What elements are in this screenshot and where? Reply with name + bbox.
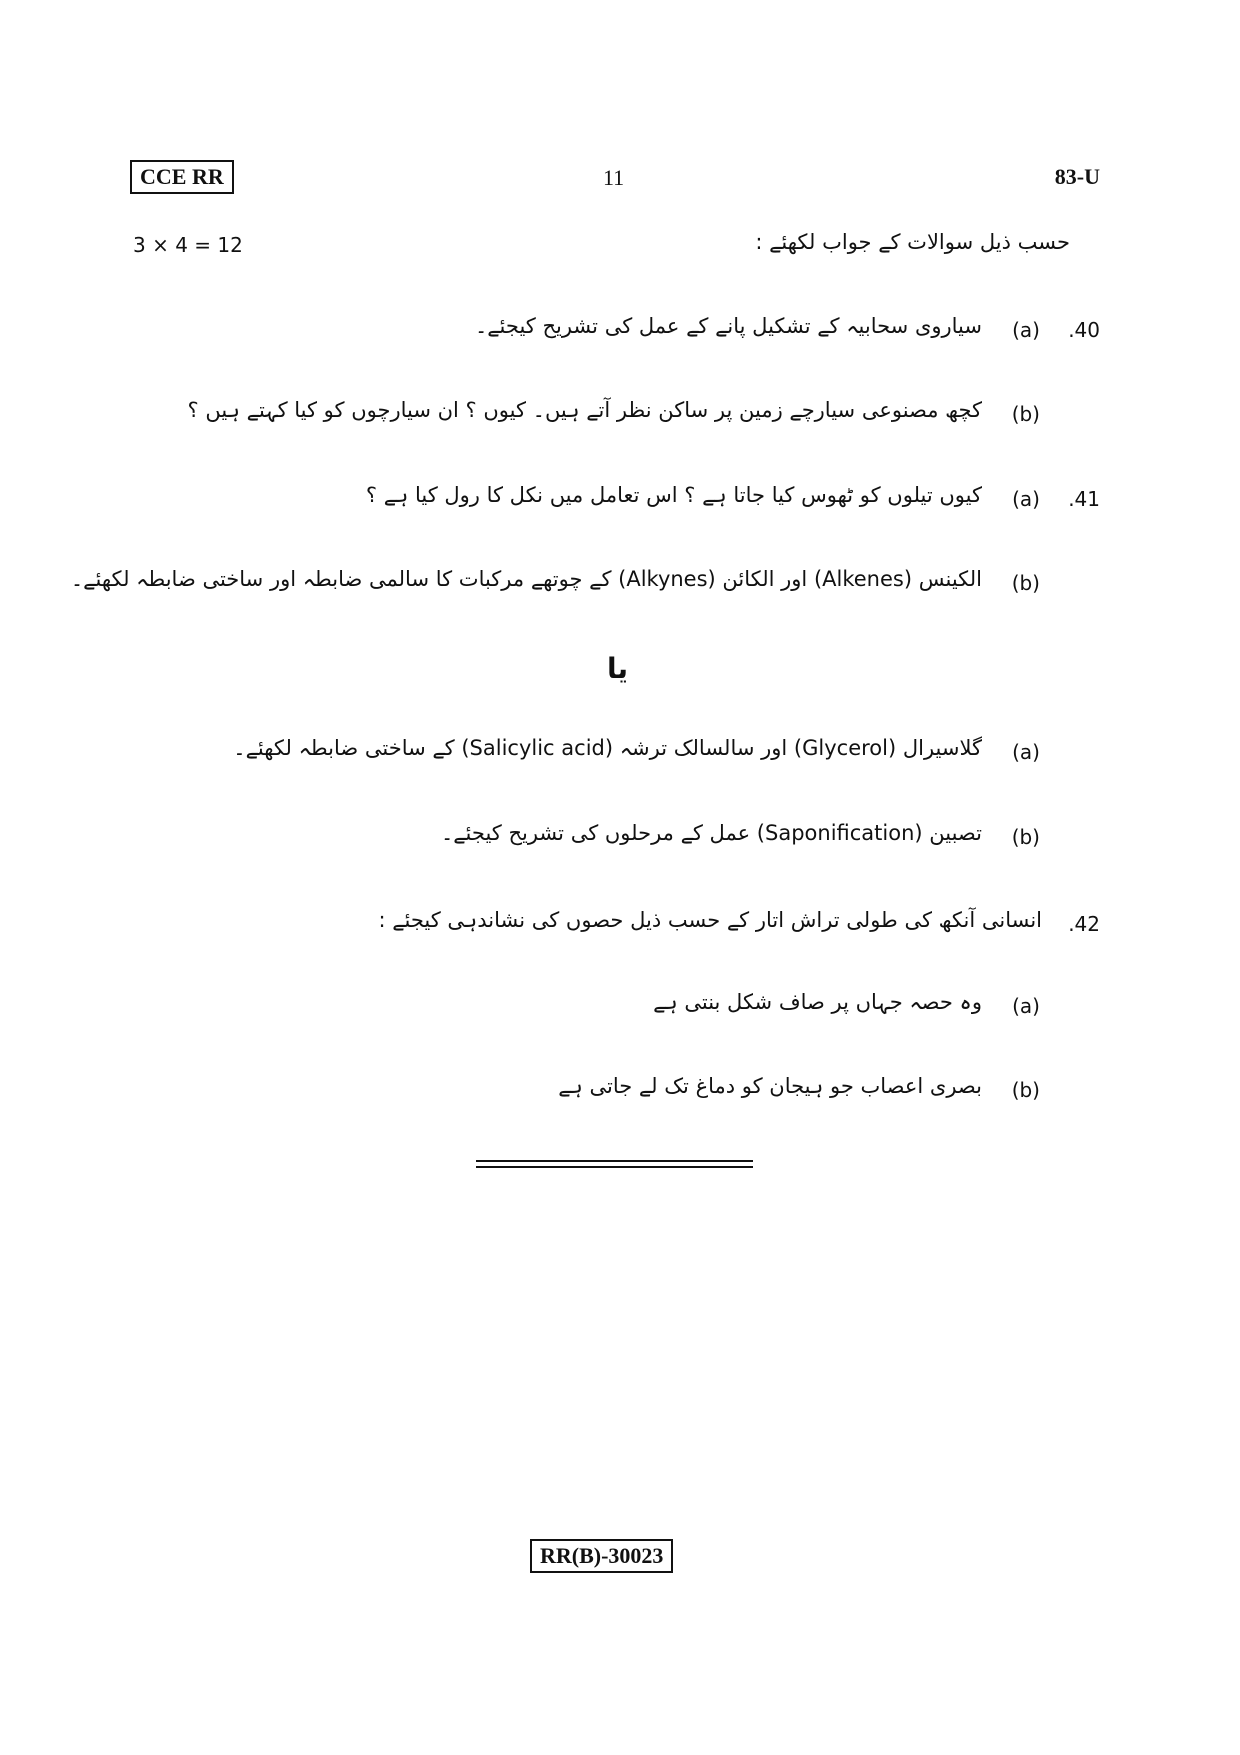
page-number: 11 <box>603 165 625 190</box>
part-label: (b) <box>1011 825 1040 849</box>
part-label: (a) <box>1012 487 1040 511</box>
part-label: (b) <box>1011 571 1040 595</box>
question-text: انسانی آنکھ کی طولی تراش اتار کے حسب ذیل حصوں کی نشاندہی کیجئے : <box>378 908 1042 932</box>
part-label: (a) <box>1012 994 1040 1018</box>
paper-code: 83-U <box>1054 164 1100 189</box>
marks-allocation: 3 × 4 = 12 <box>133 233 243 257</box>
end-divider <box>476 1160 753 1162</box>
instruction-text: حسب ذیل سوالات کے جواب لکھئے : <box>755 230 1070 254</box>
end-divider <box>476 1166 753 1168</box>
question-text: الکینس (Alkenes) اور الکائن (Alkynes) کے چوتھے مرکبات کا سالمی ضابطہ اور ساختی ضابطہ لکھئے۔ <box>70 567 982 591</box>
part-label: (b) <box>1011 1078 1040 1102</box>
question-text: وہ حصہ جہاں پر صاف شکل بنتی ہے <box>653 990 982 1014</box>
footer-code: RR(B)-30023 <box>530 1539 673 1573</box>
question-text: کیوں تیلوں کو ٹھوس کیا جاتا ہے ؟ اس تعامل میں نکل کا رول کیا ہے ؟ <box>365 483 982 507</box>
header-box: CCE RR <box>130 160 234 194</box>
or-label: یا <box>607 652 629 685</box>
part-label: (b) <box>1011 402 1040 426</box>
question-number: .41 <box>1068 487 1100 511</box>
question-text: کچھ مصنوعی سیارچے زمین پر ساکن نظر آتے ہیں۔ کیوں ؟ ان سیارچوں کو کیا کہتے ہیں ؟ <box>187 398 982 422</box>
question-number: .40 <box>1068 318 1100 342</box>
question-text: گلاسیرال (Glycerol) اور سالسالک ترشہ (Salicylic acid) کے ساختی ضابطہ لکھئے۔ <box>233 736 982 760</box>
question-number: .42 <box>1068 912 1100 936</box>
question-text: تصبین (Saponification) عمل کے مرحلوں کی تشریح کیجئے۔ <box>440 821 982 845</box>
part-label: (a) <box>1012 740 1040 764</box>
part-label: (a) <box>1012 318 1040 342</box>
question-text: سیاروی سحابیہ کے تشکیل پانے کے عمل کی تشریح کیجئے۔ <box>474 314 982 338</box>
question-text: بصری اعصاب جو ہیجان کو دماغ تک لے جاتی ہے <box>558 1074 982 1098</box>
